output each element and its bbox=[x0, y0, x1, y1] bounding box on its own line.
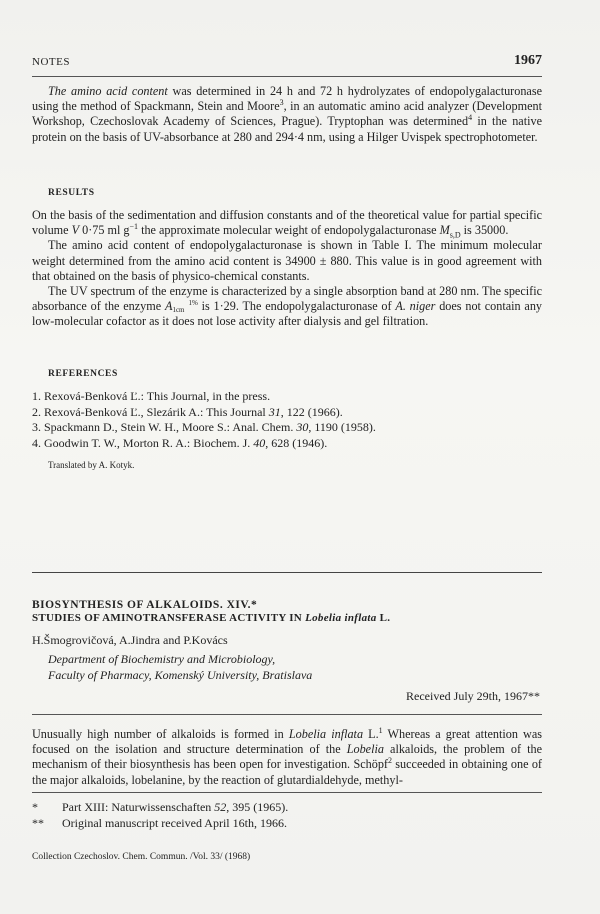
article-body: Unusually high number of alkaloids is formed in Lobelia inflata L.$^1$ Whereas a great attention was focused on the isolation and structure determination of the Lobelia alkaloids, the problem of the mechanism of their biosynthesis has been open for investigation. Schöpf$^2$ succeeded in obtaining one of the major alkaloids, lobelanine, by the reaction of glutardialdehyde, methyl- bbox=[32, 725, 542, 787]
received-date: Received July 29th, 1967** bbox=[406, 689, 540, 703]
footnote-item: ** Original manuscript received April 16th, 1966. bbox=[32, 815, 287, 830]
results-heading: RESULTS bbox=[48, 188, 95, 198]
footnote-rule bbox=[32, 792, 542, 793]
reference-item: 2. Rexová-Benková Ľ., Slezárik A.: This Journal 31, 122 (1966). bbox=[32, 404, 343, 419]
references-heading: REFERENCES bbox=[48, 369, 118, 379]
article-subtitle: STUDIES OF AMINOTRANSFERASE ACTIVITY IN Lobelia inflata L. bbox=[32, 612, 391, 624]
reference-item: 4. Goodwin T. W., Morton R. A.: Biochem. J. 40, 628 (1946). bbox=[32, 435, 328, 450]
article-affiliation: Department of Biochemistry and Microbiology, Faculty of Pharmacy, Komenský University, Bratislava bbox=[48, 652, 313, 682]
reference-item: 3. Spackmann D., Stein W. H., Moore S.: Anal. Chem. 30, 1190 (1958). bbox=[32, 420, 376, 435]
footnote-item: * Part XIII: Naturwissenschaften 52, 395 (1965). bbox=[32, 800, 289, 814]
results-paragraph-2: The amino acid content of endopolygalacturonase is shown in Table I. The minimum molecular weight determined from the amino acid content is 34900 ± 880. This value is in good agreement with that obtained on the basis of physico-chemical constants. bbox=[32, 238, 542, 283]
article-divider bbox=[32, 572, 542, 573]
footnotes bbox=[32, 800, 288, 831]
header-rule bbox=[32, 76, 542, 77]
article-authors: H.Šmogrovičová, A.Jindra and P.Kovács bbox=[32, 633, 228, 647]
journal-citation: Collection Czechoslov. Chem. Commun. /Vol. 33/ (1968) bbox=[32, 852, 251, 862]
reference-list bbox=[32, 389, 542, 451]
reference-item: 1. Rexová-Benková Ľ.: This Journal, in the press. bbox=[32, 389, 271, 403]
received-rule bbox=[32, 714, 542, 715]
amino-acid-method-paragraph: The amino acid content was determined in 24 h and 72 h hydrolyzates of endopolygalacturonase using the method of Spackmann, Stein and Moore$^3$, in an automatic amino acid analyzer (Development Workshop, Czechoslovak Academy of Sciences, Prague). Tryptophan was determined$^4$ in the native protein on the basis of UV-absorbance at 280 and 294·4 nm, using a Hilger Uvispek spectrophotometer. bbox=[32, 84, 542, 144]
running-header-section: NOTES bbox=[32, 56, 70, 68]
results-body bbox=[32, 208, 542, 330]
page-number: 1967 bbox=[514, 53, 542, 68]
results-paragraph-3: The UV spectrum of the enzyme is characterized by a single absorption band at 280 nm. The specific absorbance of the enzyme A 1% 1cm is 1·29. The endopolygalacturonase of A. niger does not contain any low-molecular cofactor as it does not lose activity after dialysis and gel filtration. bbox=[32, 284, 543, 329]
results-paragraph-1: On the basis of the sedimentation and diffusion constants and of the theoretical value for partial specific volume V 0·75 ml $g^{-1}$ the approximate molecular weight of endopolygalacturonase $M_{s,D}$ is 35000. bbox=[32, 208, 542, 240]
translator-note: Translated by A. Kotyk. bbox=[48, 460, 135, 470]
article-title: BIOSYNTHESIS OF ALKALOIDS. XIV.* bbox=[32, 599, 258, 611]
